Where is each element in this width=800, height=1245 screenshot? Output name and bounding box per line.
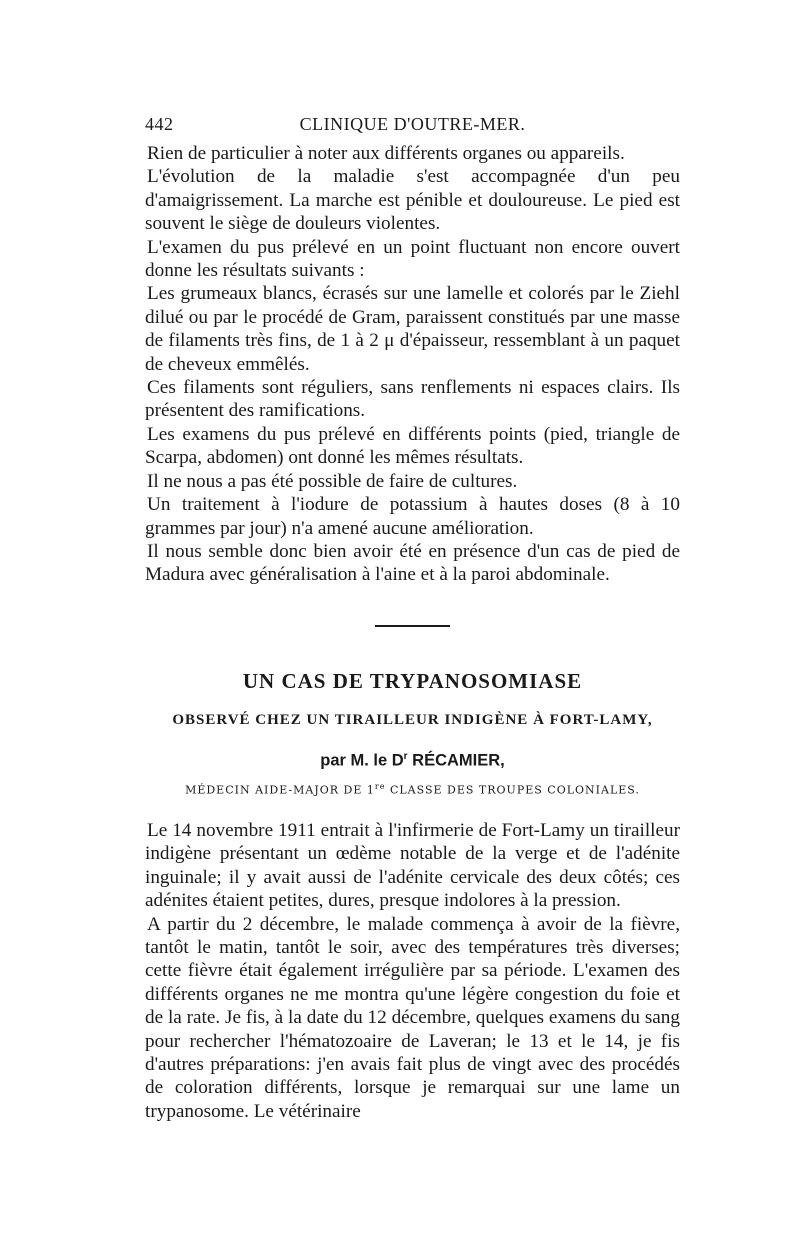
role-sup: re xyxy=(374,782,386,792)
running-title: CLINIQUE D'OUTRE-MER. xyxy=(299,114,526,134)
page-header xyxy=(145,110,680,142)
article-body xyxy=(145,819,680,1123)
paragraph: Il nous semble donc bien avoir été en présence d'un cas de pied de Madura avec généralisation à l'aine et à la paroi abdominale. xyxy=(145,540,680,586)
paragraph: Le 14 novembre 1911 entrait à l'infirmerie de Fort-Lamy un tirailleur indigène présentant un œdème notable de la verge et de l'adénite inguinale; il y avait aussi de l'adénite cervicale des deux côtés; ces adénites étaient petites, dures, presque indolores à la pression. xyxy=(145,819,680,912)
paragraph: L'évolution de la maladie s'est accompagnée d'un peu d'amaigrissement. La marche est pénible et douloureuse. Le pied est souvent le siège de douleurs violentes. xyxy=(145,166,680,235)
role-prefix: MÉDECIN AIDE-MAJOR DE 1 xyxy=(185,783,375,797)
continued-section xyxy=(145,142,680,587)
paragraph: Il ne nous a pas été possible de faire de cultures. xyxy=(147,470,518,492)
paragraph: Les grumeaux blancs, écrasés sur une lamelle et colorés par le Ziehl dilué ou par le procédé de Gram, paraissent constitués par une masse de filaments très fins, de 1 à 2 μ d'épaisseur, ressemblant à un paquet de cheveux emmêlés. xyxy=(145,283,680,375)
article-subtitle: OBSERVÉ CHEZ UN TIRAILLEUR INDIGÈNE À FORT-LAMY, xyxy=(172,711,653,728)
paragraph: A partir du 2 décembre, le malade commença à avoir de la fièvre, tantôt le matin, tantôt le soir, avec des températures très diverses; cette fièvre était également irrégulière par sa période. L'examen des différents organes ne me montra qu'une légère congestion du foie et de la rate. Je fis, à la date du 12 décembre, quelques examens du sang pour rechercher l'hématozoaire de Laveran; le 13 et le 14, je fis d'autres préparations: j'en avais fait plus de vingt avec des procédés de coloration différents, lorsque je remarquai sur une lame un trypanosome. Le vétérinaire xyxy=(145,913,680,1122)
paragraph: Les examens du pus prélevé en différents points (pied, triangle de Scarpa, abdomen) ont donné les mêmes résultats. xyxy=(145,423,680,469)
author-prefix: par M. le D xyxy=(320,751,404,770)
page xyxy=(145,110,680,1123)
page-number: 442 xyxy=(145,114,174,134)
author-sup: r xyxy=(403,750,408,762)
author-name: RÉCAMIER, xyxy=(407,751,505,770)
author-role xyxy=(145,782,680,797)
role-suffix: CLASSE DES TROUPES COLONIALES. xyxy=(385,783,640,797)
section-divider xyxy=(375,625,450,627)
paragraph: Ces filaments sont réguliers, sans renflements ni espaces clairs. Ils présentent des ramifications. xyxy=(145,377,680,422)
paragraph: L'examen du pus prélevé en un point fluctuant non encore ouvert donne les résultats suivants : xyxy=(145,236,680,282)
paragraph: Un traitement à l'iodure de potassium à hautes doses (8 à 10 grammes par jour) n'a amené aucune amélioration. xyxy=(145,494,680,539)
article-title: UN CAS DE TRYPANOSOMIASE xyxy=(242,668,583,693)
article-author xyxy=(145,751,680,771)
paragraph: Rien de particulier à noter aux différents organes ou appareils. xyxy=(147,143,625,164)
